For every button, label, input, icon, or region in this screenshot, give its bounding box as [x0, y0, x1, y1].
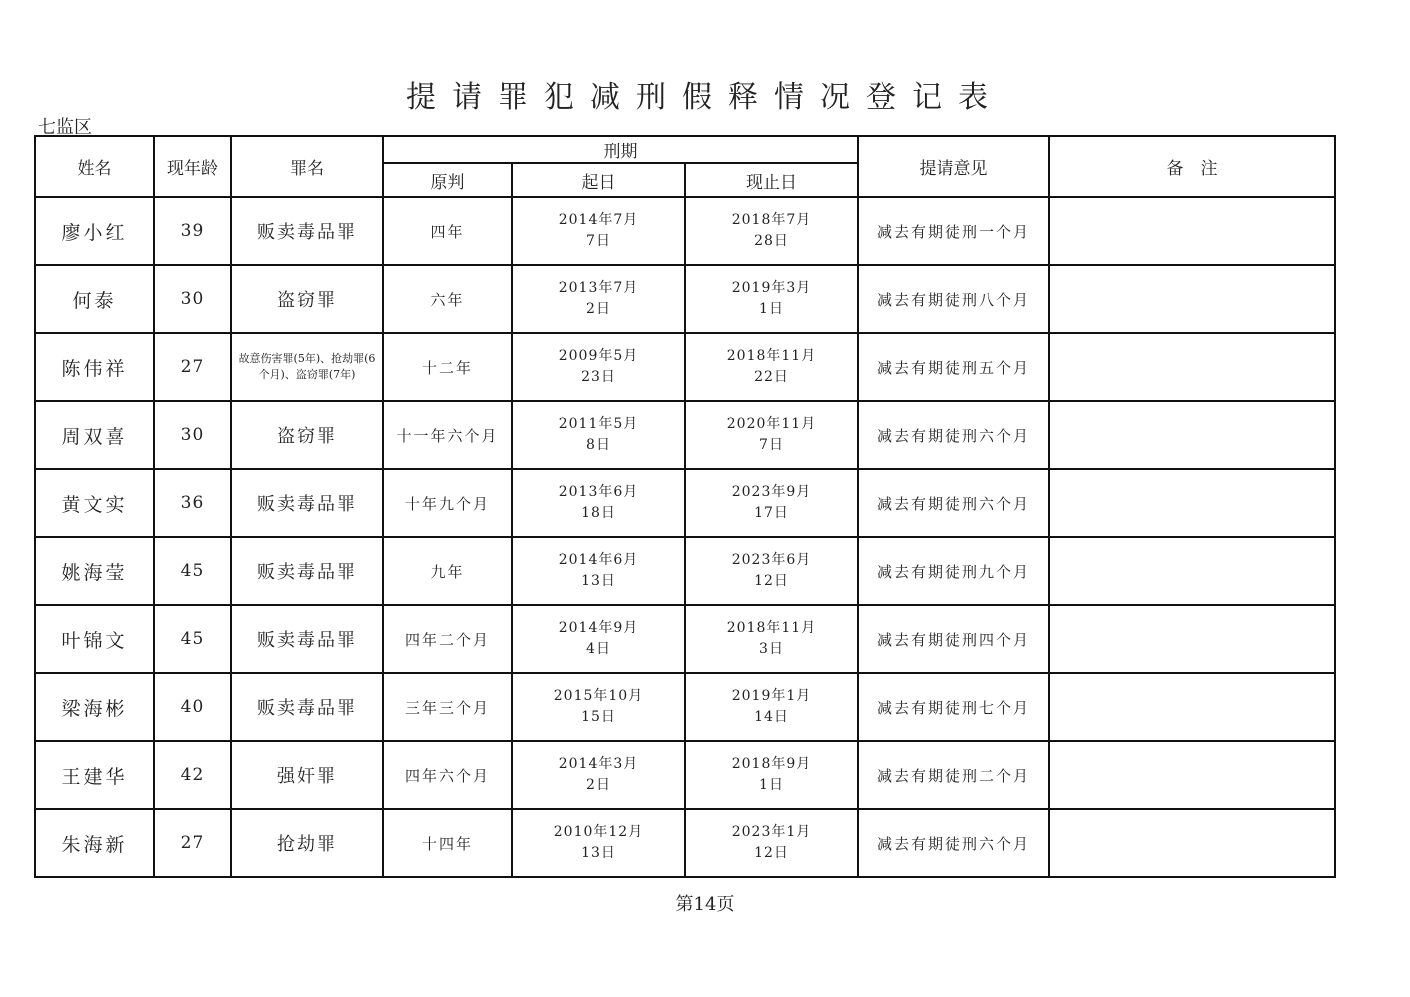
cell-start-date-month: 2009年5月	[558, 348, 639, 364]
cell-opinion: 减去有期徒刑六个月	[858, 401, 1049, 469]
cell-name: 梁海彬	[35, 673, 154, 741]
cell-name: 黄文实	[35, 469, 154, 537]
cell-crime: 贩卖毒品罪	[231, 469, 383, 537]
cell-end-date-month: 2023年1月	[731, 824, 812, 840]
cell-crime: 盗窃罪	[231, 265, 383, 333]
cell-age: 45	[154, 605, 231, 673]
table-header	[35, 136, 1335, 197]
cell-age: 39	[154, 197, 231, 265]
cell-name: 姚海莹	[35, 537, 154, 605]
cell-crime: 故意伤害罪(5年)、抢劫罪(6个月)、盗窃罪(7年)	[231, 333, 383, 401]
cell-name: 廖小红	[35, 197, 154, 265]
cell-end-date	[685, 401, 858, 469]
header-crime: 罪名	[231, 136, 383, 197]
header-opinion: 提请意见	[858, 136, 1049, 197]
cell-crime: 贩卖毒品罪	[231, 605, 383, 673]
cell-age: 30	[154, 401, 231, 469]
cell-end-date-month: 2018年11月	[726, 620, 817, 636]
cell-crime: 贩卖毒品罪	[231, 537, 383, 605]
cell-end-date-month: 2018年7月	[731, 212, 812, 228]
table-row	[35, 741, 1335, 809]
cell-start-date-day: 15日	[581, 709, 616, 725]
cell-age: 27	[154, 809, 231, 877]
cell-name: 何泰	[35, 265, 154, 333]
cell-end-date	[685, 809, 858, 877]
cell-age: 42	[154, 741, 231, 809]
cell-age: 30	[154, 265, 231, 333]
cell-opinion: 减去有期徒刑二个月	[858, 741, 1049, 809]
cell-remark	[1049, 333, 1335, 401]
cell-start-date-month: 2015年10月	[553, 688, 644, 704]
cell-start-date-day: 18日	[581, 505, 616, 521]
cell-end-date-day: 17日	[754, 505, 789, 521]
cell-start-date-day: 23日	[581, 369, 616, 385]
cell-opinion: 减去有期徒刑九个月	[858, 537, 1049, 605]
cell-original: 四年二个月	[383, 605, 512, 673]
prison-area-label: 七监区	[38, 117, 92, 138]
cell-original: 六年	[383, 265, 512, 333]
cell-age: 40	[154, 673, 231, 741]
header-remark: 备 注	[1049, 136, 1335, 197]
cell-remark	[1049, 605, 1335, 673]
cell-age: 27	[154, 333, 231, 401]
table-row	[35, 673, 1335, 741]
header-start: 起日	[512, 163, 685, 197]
header-term: 刑期	[383, 136, 858, 163]
cell-start-date	[512, 333, 685, 401]
cell-start-date-month: 2014年3月	[558, 756, 639, 772]
cell-age: 36	[154, 469, 231, 537]
cell-end-date	[685, 265, 858, 333]
cell-end-date-month: 2019年1月	[731, 688, 812, 704]
header-name: 姓名	[35, 136, 154, 197]
cell-end-date-month: 2023年9月	[731, 484, 812, 500]
cell-start-date-month: 2011年5月	[558, 416, 639, 432]
cell-original: 四年	[383, 197, 512, 265]
header-end: 现止日	[685, 163, 858, 197]
cell-remark	[1049, 401, 1335, 469]
cell-name: 周双喜	[35, 401, 154, 469]
cell-end-date-day: 3日	[759, 641, 784, 657]
cell-name: 叶锦文	[35, 605, 154, 673]
cell-opinion: 减去有期徒刑五个月	[858, 333, 1049, 401]
cell-original: 九年	[383, 537, 512, 605]
cell-opinion: 减去有期徒刑六个月	[858, 809, 1049, 877]
cell-start-date-day: 13日	[581, 845, 616, 861]
cell-age: 45	[154, 537, 231, 605]
cell-start-date	[512, 401, 685, 469]
table-row	[35, 333, 1335, 401]
cell-start-date	[512, 741, 685, 809]
table-row	[35, 605, 1335, 673]
cell-end-date	[685, 741, 858, 809]
cell-end-date-month: 2018年11月	[726, 348, 817, 364]
cell-start-date-month: 2010年12月	[553, 824, 644, 840]
cell-end-date-day: 12日	[754, 845, 789, 861]
cell-remark	[1049, 741, 1335, 809]
cell-end-date-month: 2020年11月	[726, 416, 817, 432]
table-row	[35, 197, 1335, 265]
cell-crime: 盗窃罪	[231, 401, 383, 469]
cell-remark	[1049, 469, 1335, 537]
cell-name: 王建华	[35, 741, 154, 809]
cell-crime: 抢劫罪	[231, 809, 383, 877]
cell-start-date-month: 2014年7月	[558, 212, 639, 228]
cell-end-date	[685, 537, 858, 605]
cell-start-date	[512, 605, 685, 673]
cell-start-date	[512, 809, 685, 877]
cell-remark	[1049, 673, 1335, 741]
cell-start-date-month: 2014年9月	[558, 620, 639, 636]
cell-end-date-day: 7日	[759, 437, 784, 453]
cell-start-date-day: 7日	[586, 233, 611, 249]
cell-start-date	[512, 469, 685, 537]
cell-start-date-month: 2014年6月	[558, 552, 639, 568]
cell-start-date-day: 2日	[586, 777, 611, 793]
cell-end-date	[685, 469, 858, 537]
table-row	[35, 265, 1335, 333]
cell-crime: 贩卖毒品罪	[231, 673, 383, 741]
cell-original: 四年六个月	[383, 741, 512, 809]
cell-end-date	[685, 605, 858, 673]
cell-start-date-day: 4日	[586, 641, 611, 657]
table-row	[35, 809, 1335, 877]
cell-start-date-day: 13日	[581, 573, 616, 589]
cell-crime: 强奸罪	[231, 741, 383, 809]
cell-end-date-day: 22日	[754, 369, 789, 385]
cell-opinion: 减去有期徒刑六个月	[858, 469, 1049, 537]
cell-original: 十年九个月	[383, 469, 512, 537]
cell-opinion: 减去有期徒刑四个月	[858, 605, 1049, 673]
cell-end-date	[685, 333, 858, 401]
cell-opinion: 减去有期徒刑八个月	[858, 265, 1049, 333]
cell-end-date-month: 2018年9月	[731, 756, 812, 772]
header-age: 现年龄	[154, 136, 231, 197]
table-body	[35, 197, 1335, 877]
table-row	[35, 537, 1335, 605]
cell-start-date	[512, 197, 685, 265]
cell-end-date	[685, 197, 858, 265]
cell-start-date-day: 8日	[586, 437, 611, 453]
cell-name: 陈伟祥	[35, 333, 154, 401]
cell-start-date	[512, 537, 685, 605]
registration-table	[34, 135, 1336, 878]
page-number: 第14页	[675, 894, 735, 915]
cell-remark	[1049, 265, 1335, 333]
cell-remark	[1049, 537, 1335, 605]
cell-remark	[1049, 809, 1335, 877]
cell-opinion: 减去有期徒刑七个月	[858, 673, 1049, 741]
cell-start-date	[512, 265, 685, 333]
cell-end-date-day: 14日	[754, 709, 789, 725]
cell-end-date-day: 1日	[759, 301, 784, 317]
cell-end-date	[685, 673, 858, 741]
cell-original: 十一年六个月	[383, 401, 512, 469]
page-title: 提请罪犯减刑假释情况登记表	[406, 80, 1004, 115]
cell-original: 三年三个月	[383, 673, 512, 741]
cell-opinion: 减去有期徒刑一个月	[858, 197, 1049, 265]
cell-name: 朱海新	[35, 809, 154, 877]
cell-start-date-month: 2013年7月	[558, 280, 639, 296]
cell-end-date-day: 12日	[754, 573, 789, 589]
cell-start-date	[512, 673, 685, 741]
header-original: 原判	[383, 163, 512, 197]
cell-original: 十二年	[383, 333, 512, 401]
cell-crime: 贩卖毒品罪	[231, 197, 383, 265]
cell-remark	[1049, 197, 1335, 265]
cell-start-date-month: 2013年6月	[558, 484, 639, 500]
cell-end-date-month: 2023年6月	[731, 552, 812, 568]
table-row	[35, 469, 1335, 537]
cell-start-date-day: 2日	[586, 301, 611, 317]
cell-end-date-day: 28日	[754, 233, 789, 249]
table-row	[35, 401, 1335, 469]
cell-end-date-day: 1日	[759, 777, 784, 793]
cell-original: 十四年	[383, 809, 512, 877]
cell-end-date-month: 2019年3月	[731, 280, 812, 296]
